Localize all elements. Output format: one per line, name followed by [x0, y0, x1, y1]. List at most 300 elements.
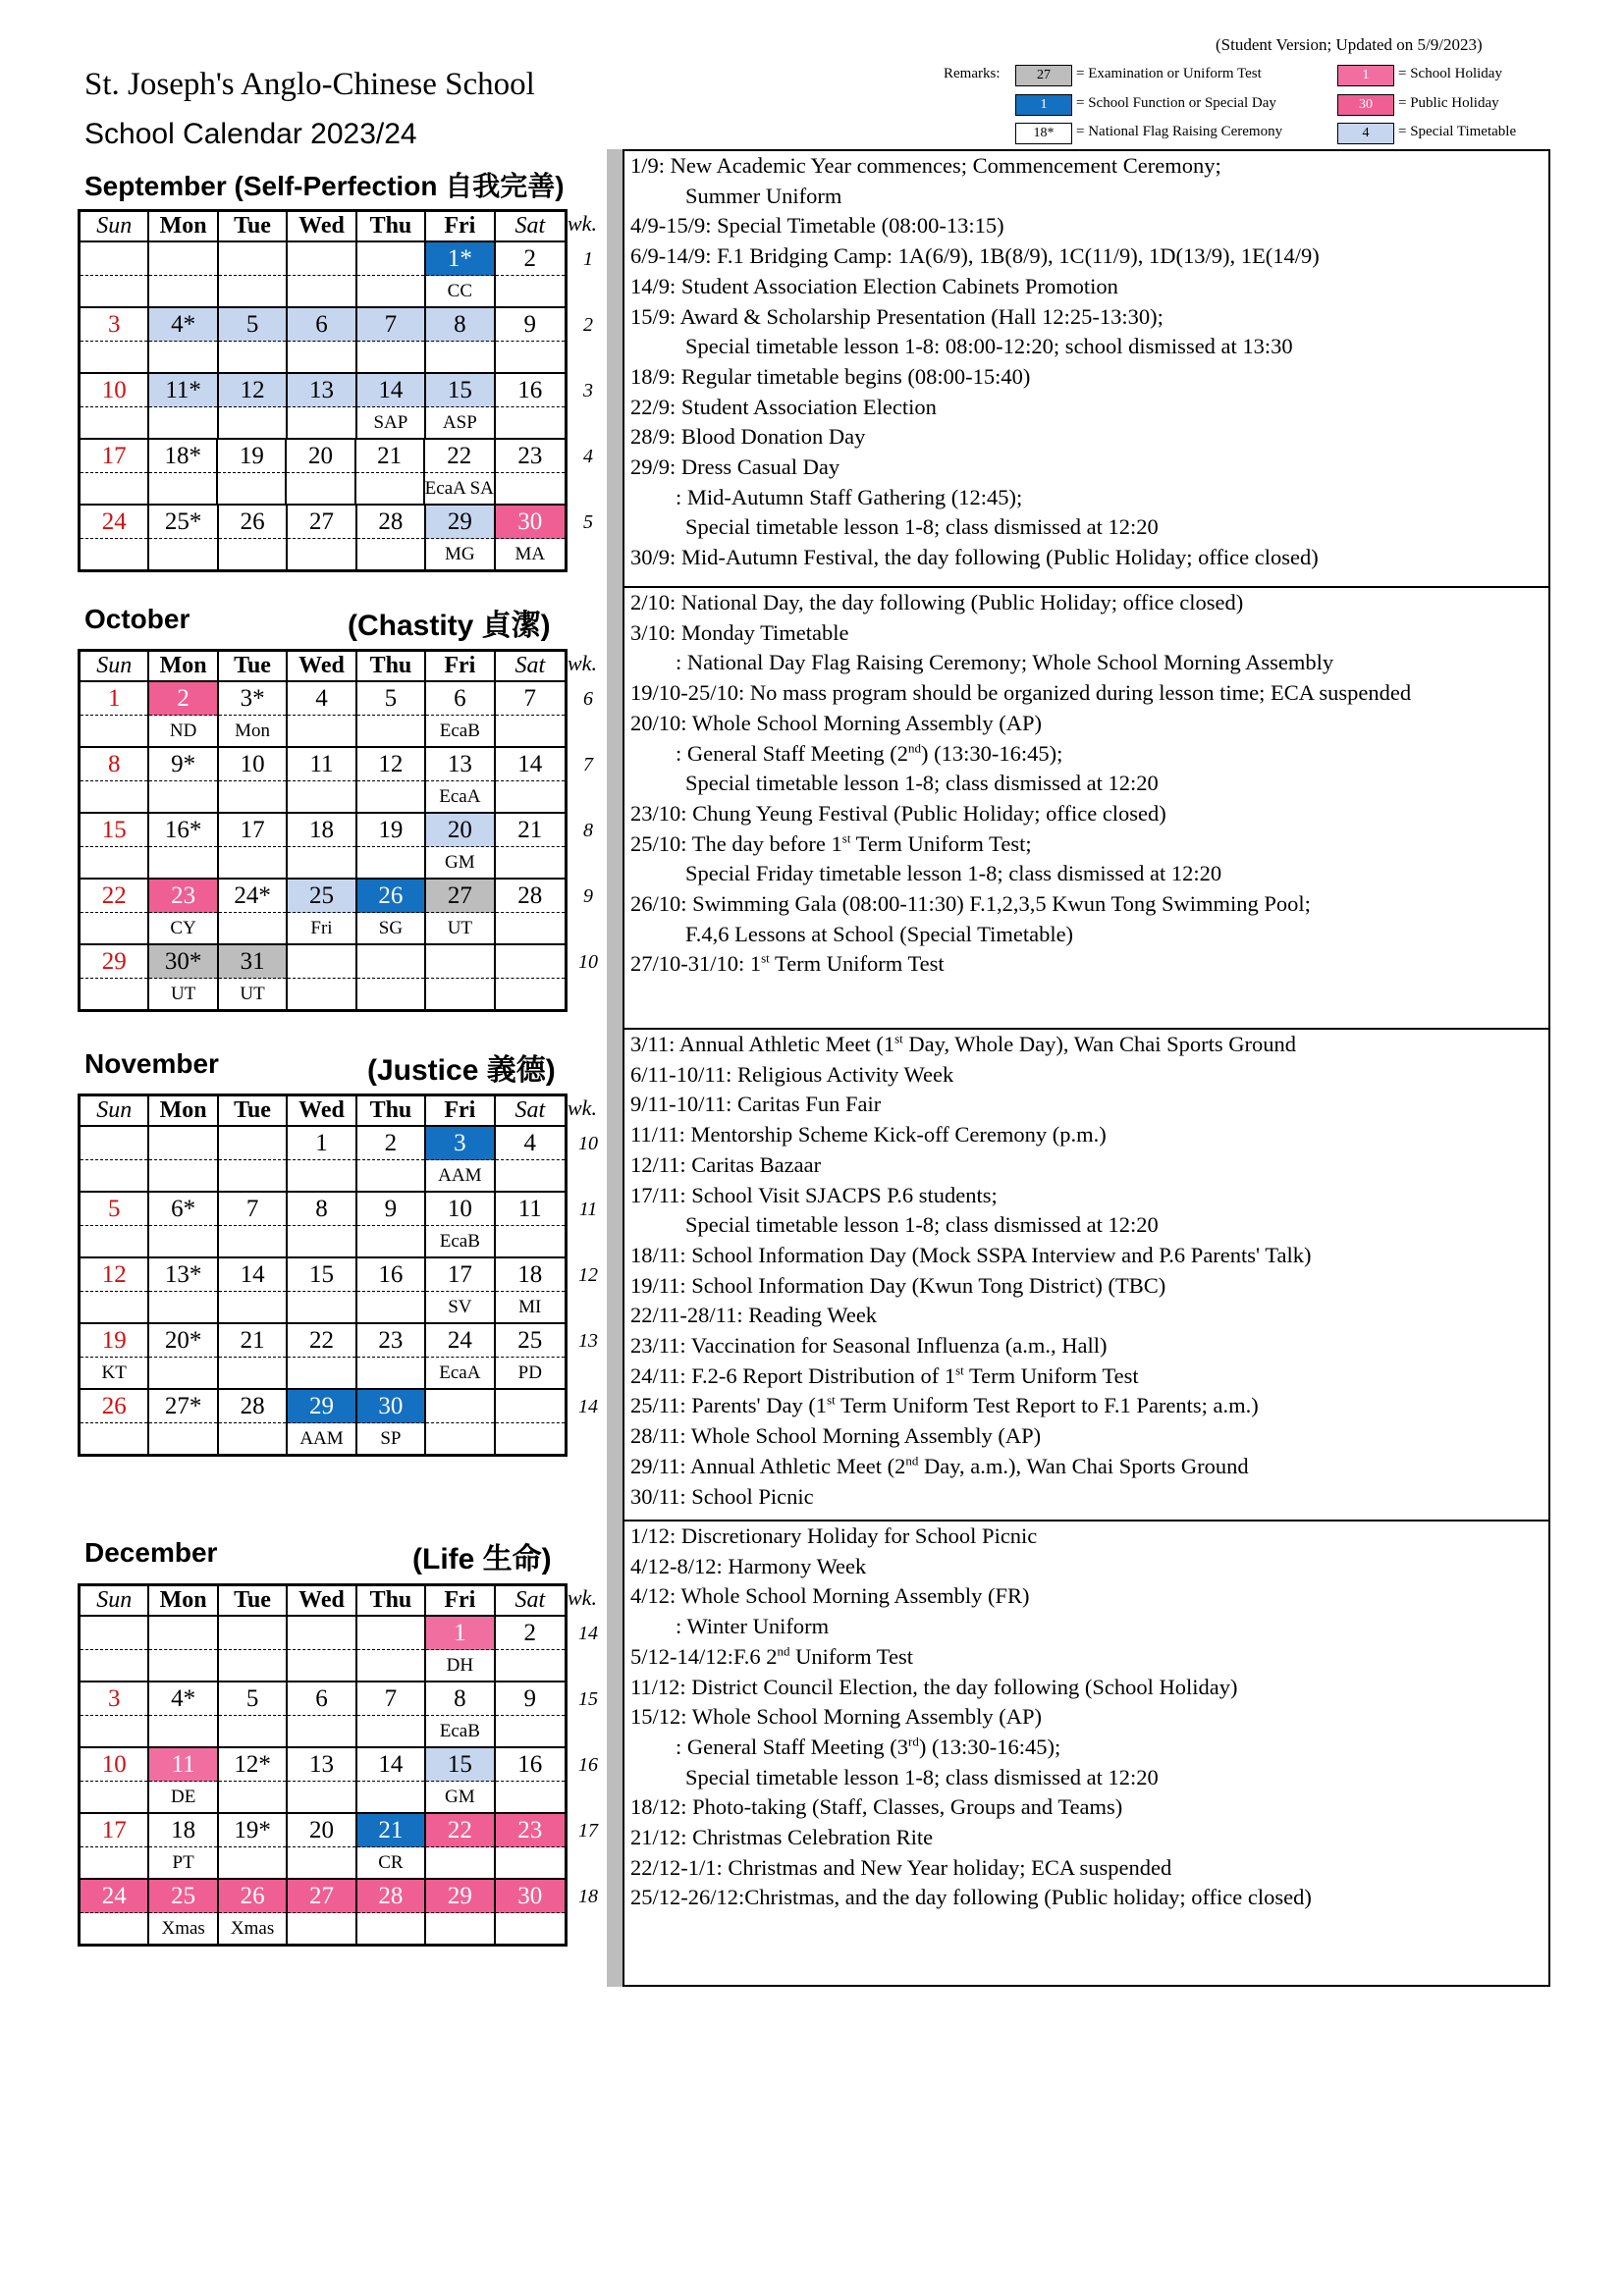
- day-cell: [288, 1880, 356, 1944]
- day-cell: [218, 440, 287, 504]
- event-line: : National Day Flag Raising Ceremony; Whole School Morning Assembly: [676, 650, 1334, 675]
- week-row: [81, 1390, 565, 1454]
- day-number: 24: [426, 1324, 493, 1358]
- day-cell: [496, 1682, 565, 1746]
- day-number: [357, 242, 424, 276]
- day-cell: [426, 1390, 495, 1454]
- day-number: 9: [496, 308, 565, 342]
- day-cell: [81, 1390, 149, 1454]
- week-label: wk.: [568, 1585, 597, 1610]
- day-number: [81, 242, 147, 276]
- day-cell: [219, 1617, 288, 1681]
- day-cell: [81, 308, 149, 372]
- day-note: [496, 1226, 565, 1256]
- calendar-title: School Calendar 2023/24: [84, 118, 417, 150]
- day-cell: [288, 1682, 356, 1746]
- day-number: 28: [357, 506, 424, 539]
- day-cell: [149, 1617, 218, 1681]
- event-line: 3/11: Annual Athletic Meet (1st Day, Whole Day), Wan Chai Sports Ground: [630, 1031, 1297, 1056]
- day-note: EcaA: [439, 786, 481, 807]
- day-cell: [426, 1193, 495, 1256]
- day-number: 20: [288, 1814, 354, 1847]
- day-number: 20*: [149, 1324, 216, 1358]
- legend-exam-swatch: 27: [1015, 65, 1072, 86]
- day-cell: [357, 1814, 426, 1878]
- day-cell: [496, 748, 565, 812]
- day-number: 8: [81, 748, 147, 781]
- week-number: 17: [578, 1820, 598, 1842]
- day-cell: [357, 308, 426, 372]
- day-number: 25*: [149, 506, 216, 539]
- day-cell: [496, 1814, 565, 1878]
- day-cell: [357, 748, 426, 812]
- day-number: 14: [357, 1748, 424, 1782]
- event-line: 30/11: School Picnic: [630, 1483, 814, 1509]
- day-number: [426, 945, 493, 979]
- day-cell: [357, 1617, 426, 1681]
- day-number: 7: [219, 1193, 286, 1226]
- weekday-thu: Thu: [357, 652, 426, 680]
- day-number: 16*: [149, 814, 216, 847]
- week-row: [81, 1193, 565, 1258]
- day-number: 14: [357, 374, 424, 407]
- day-note: [219, 1782, 286, 1812]
- event-line: 19/10-25/10: No mass program should be organized during lesson time; ECA suspended: [630, 680, 1412, 706]
- day-number: 3: [81, 1682, 147, 1716]
- week-number: 2: [583, 314, 593, 336]
- day-number: 24: [81, 1880, 147, 1913]
- day-cell: [219, 1258, 288, 1322]
- day-note: [496, 276, 565, 306]
- day-number: 30*: [149, 945, 216, 979]
- day-note: [81, 1913, 147, 1944]
- day-note: PD: [517, 1362, 542, 1383]
- day-number: [426, 1390, 493, 1423]
- day-note: [288, 1292, 354, 1322]
- weekday-sun: Sun: [81, 652, 149, 680]
- weekday-fri: Fri: [426, 1586, 495, 1615]
- weekday-wed: Wed: [288, 652, 356, 680]
- version-note: (Student Version; Updated on 5/9/2023): [1216, 35, 1483, 54]
- day-cell: [149, 1324, 218, 1388]
- weekday-mon: Mon: [149, 1586, 218, 1615]
- day-cell: [288, 1193, 356, 1256]
- day-cell: [81, 1814, 149, 1878]
- day-number: 27: [426, 880, 493, 913]
- day-note: [496, 1650, 565, 1681]
- day-note: [287, 473, 353, 504]
- event-line: 15/12: Whole School Morning Assembly (AP): [630, 1704, 1042, 1730]
- event-line: Special timetable lesson 1-8; class dismissed at 12:20: [685, 1212, 1159, 1238]
- weekday-sat: Sat: [514, 653, 546, 678]
- day-note: [149, 1358, 216, 1388]
- day-cell: [496, 242, 565, 306]
- week-row: [81, 1617, 565, 1682]
- day-number: 13: [288, 1748, 354, 1782]
- day-number: 18: [288, 814, 354, 847]
- day-number: 5: [219, 308, 286, 342]
- day-note: CY: [170, 918, 196, 938]
- day-number: 20: [287, 440, 353, 473]
- event-line: 6/11-10/11: Religious Activity Week: [630, 1061, 954, 1087]
- day-note: [288, 1650, 354, 1681]
- day-cell: [149, 1258, 218, 1322]
- day-cell: [81, 506, 149, 569]
- event-line: 25/12-26/12:Christmas, and the day following (Public holiday; office closed): [630, 1885, 1312, 1910]
- day-note: [496, 1913, 565, 1944]
- month-theme-october: (Chastity 貞潔): [348, 610, 551, 642]
- day-cell: [219, 1748, 288, 1812]
- day-number: 6: [288, 1682, 354, 1716]
- event-line: 11/12: District Council Election, the day following (School Holiday): [630, 1674, 1238, 1699]
- day-note: Xmas: [161, 1918, 205, 1939]
- day-cell: [149, 1748, 218, 1812]
- day-cell: [496, 682, 565, 746]
- day-cell: [149, 1814, 218, 1878]
- event-line: 15/9: Award & Scholarship Presentation (Hall 12:25-13:30);: [630, 303, 1164, 329]
- day-note: [496, 342, 565, 372]
- day-cell: [357, 1324, 426, 1388]
- day-number: 18*: [149, 440, 216, 473]
- day-number: 2: [496, 1617, 565, 1650]
- day-number: 15: [426, 1748, 493, 1782]
- day-note: [219, 1160, 286, 1191]
- event-line: 22/12-1/1: Christmas and New Year holiday; ECA suspended: [630, 1854, 1172, 1880]
- day-number: 8: [426, 308, 493, 342]
- day-number: 1: [81, 682, 147, 716]
- event-line: 23/10: Chung Yeung Festival (Public Holiday; office closed): [630, 800, 1166, 826]
- day-note: [149, 781, 216, 812]
- day-note: [357, 342, 424, 372]
- day-note: [496, 407, 565, 438]
- day-note: DH: [446, 1655, 474, 1676]
- day-cell: [426, 1748, 495, 1812]
- day-number: 29: [426, 1880, 493, 1913]
- day-note: UT: [447, 918, 473, 938]
- events-panel-november: [623, 1030, 1550, 1522]
- day-number: 24: [81, 506, 147, 539]
- day-number: 5: [357, 682, 424, 716]
- event-line: Summer Uniform: [685, 183, 842, 208]
- day-cell: [149, 1880, 218, 1944]
- day-note: Fri: [310, 918, 333, 938]
- day-number: 12*: [219, 1748, 286, 1782]
- day-cell: [288, 1814, 356, 1878]
- day-cell: [496, 1748, 565, 1812]
- event-line: 18/9: Regular timetable begins (08:00-15:40): [630, 363, 1031, 389]
- day-number: 19: [218, 440, 285, 473]
- day-number: 5: [219, 1682, 286, 1716]
- event-line: 22/9: Student Association Election: [630, 394, 937, 419]
- week-row: [81, 1814, 565, 1880]
- day-cell: [288, 748, 356, 812]
- event-line: 4/12-8/12: Harmony Week: [630, 1553, 867, 1578]
- day-number: 1: [288, 1127, 354, 1160]
- event-line: 19/11: School Information Day (Kwun Tong District) (TBC): [630, 1272, 1166, 1298]
- day-cell: [426, 880, 495, 943]
- day-note: [496, 979, 565, 1009]
- day-number: 4: [496, 1127, 565, 1160]
- week-row: [81, 374, 565, 440]
- day-note: [496, 1847, 565, 1878]
- day-note: [357, 1913, 424, 1944]
- day-number: 21: [496, 814, 565, 847]
- event-line: 3/10: Monday Timetable: [630, 619, 849, 645]
- day-number: 26: [357, 880, 424, 913]
- day-number: [288, 945, 354, 979]
- day-number: 11: [496, 1193, 565, 1226]
- day-cell: [288, 880, 356, 943]
- day-note: [81, 1847, 147, 1878]
- day-number: 9: [357, 1193, 424, 1226]
- day-cell: [81, 945, 149, 1009]
- day-cell: [357, 1748, 426, 1812]
- week-row: [81, 945, 565, 1009]
- day-cell: [288, 1127, 356, 1191]
- day-cell: [496, 1617, 565, 1681]
- day-note: [81, 1423, 147, 1454]
- day-number: 14: [496, 748, 565, 781]
- day-number: 15: [288, 1258, 354, 1292]
- day-cell: [81, 682, 149, 746]
- day-number: 23: [496, 1814, 565, 1847]
- school-name: St. Joseph's Anglo-Chinese School: [84, 67, 535, 102]
- day-note: ND: [169, 721, 197, 741]
- day-note: [288, 1160, 354, 1191]
- weekday-wed: Wed: [288, 1586, 356, 1615]
- day-number: 4*: [149, 308, 216, 342]
- day-note: [288, 716, 354, 746]
- day-cell: [288, 945, 356, 1009]
- event-line: 22/11-28/11: Reading Week: [630, 1303, 878, 1328]
- legend-public-holiday-swatch: 30: [1337, 94, 1394, 116]
- day-cell: [426, 1617, 495, 1681]
- week-row: [81, 1748, 565, 1814]
- day-number: [219, 242, 286, 276]
- day-number: 16: [496, 1748, 565, 1782]
- day-number: 31: [219, 945, 286, 979]
- day-note: [149, 1650, 216, 1681]
- day-number: 16: [357, 1258, 424, 1292]
- day-number: 24*: [219, 880, 286, 913]
- weekday-tue: Tue: [219, 212, 288, 240]
- day-cell: [149, 1682, 218, 1746]
- day-number: 22: [426, 1814, 493, 1847]
- day-note: [219, 913, 286, 943]
- day-number: 7: [496, 682, 565, 716]
- week-number: 9: [583, 885, 593, 907]
- month-theme-november: (Justice 義德): [367, 1054, 556, 1087]
- day-number: [81, 1617, 147, 1650]
- event-line: F.4,6 Lessons at School (Special Timetable): [685, 921, 1074, 946]
- day-cell: [496, 1127, 565, 1191]
- day-number: 6: [426, 682, 493, 716]
- event-line: 1/9: New Academic Year commences; Commencement Ceremony;: [630, 153, 1221, 178]
- day-cell: [496, 506, 565, 569]
- day-cell: [219, 242, 288, 306]
- day-note: [219, 1650, 286, 1681]
- day-cell: [426, 1682, 495, 1746]
- week-number: 14: [578, 1623, 598, 1644]
- week-row: [81, 1127, 565, 1193]
- day-cell: [357, 1193, 426, 1256]
- day-cell: [149, 1127, 218, 1191]
- day-cell: [219, 748, 288, 812]
- day-note: [288, 781, 354, 812]
- week-label: wk.: [568, 211, 597, 236]
- day-note: [496, 913, 565, 943]
- day-cell: [288, 1617, 356, 1681]
- day-number: 18: [149, 1814, 216, 1847]
- day-cell: [496, 440, 565, 504]
- calendar-grid-september: [78, 209, 568, 572]
- day-note: MA: [514, 544, 546, 564]
- day-cell: [496, 1390, 565, 1454]
- week-row: [81, 748, 565, 814]
- day-cell: [496, 880, 565, 943]
- day-number: 29: [81, 945, 147, 979]
- events-panel-october: [623, 588, 1550, 1030]
- day-cell: [81, 1127, 149, 1191]
- weekday-header: [81, 1096, 565, 1127]
- day-cell: [81, 1880, 149, 1944]
- day-cell: [426, 308, 495, 372]
- day-note: [288, 1716, 354, 1746]
- weekday-tue: Tue: [219, 652, 288, 680]
- day-number: 22: [81, 880, 147, 913]
- event-line: 29/11: Annual Athletic Meet (2nd Day, a.m.), Wan Chai Sports Ground: [630, 1453, 1249, 1478]
- day-cell: [219, 1682, 288, 1746]
- day-number: [288, 1617, 354, 1650]
- day-number: 1*: [426, 242, 493, 276]
- day-number: 10: [426, 1193, 493, 1226]
- day-note: KT: [101, 1362, 127, 1383]
- day-number: [149, 242, 216, 276]
- event-line: Special timetable lesson 1-8; class dismissed at 12:20: [685, 514, 1159, 540]
- event-line: 1/12: Discretionary Holiday for School Picnic: [630, 1523, 1038, 1548]
- day-cell: [219, 880, 288, 943]
- week-number: 15: [578, 1688, 598, 1710]
- day-cell: [219, 945, 288, 1009]
- day-number: 3*: [219, 682, 286, 716]
- week-number: 10: [578, 1133, 598, 1154]
- day-number: 10: [81, 374, 147, 407]
- day-note: UT: [170, 984, 196, 1004]
- day-note: AAM: [299, 1428, 344, 1449]
- weekday-sat: Sat: [514, 1587, 546, 1613]
- day-cell: [357, 1258, 426, 1322]
- day-note: [288, 1226, 354, 1256]
- day-cell: [426, 682, 495, 746]
- day-note: [81, 781, 147, 812]
- day-note: [219, 847, 286, 878]
- day-cell: [219, 814, 288, 878]
- day-note: EcaB: [439, 1721, 480, 1741]
- event-line: 29/9: Dress Casual Day: [630, 454, 840, 480]
- week-row: [81, 1880, 565, 1944]
- remarks-label: Remarks:: [944, 66, 1001, 81]
- day-note: [219, 1292, 286, 1322]
- day-number: 2: [357, 1127, 424, 1160]
- day-note: [496, 473, 565, 504]
- day-note: CR: [378, 1852, 404, 1873]
- week-number: 13: [578, 1330, 598, 1352]
- weekday-fri: Fri: [426, 1096, 495, 1125]
- day-note: [357, 979, 424, 1009]
- week-number: 8: [583, 820, 593, 841]
- day-cell: [496, 1193, 565, 1256]
- legend-school-holiday-label: = School Holiday: [1398, 66, 1502, 81]
- day-cell: [496, 945, 565, 1009]
- day-number: 11: [149, 1748, 216, 1782]
- day-note: [357, 1716, 424, 1746]
- event-line: 27/10-31/10: 1st Term Uniform Test: [630, 950, 945, 977]
- day-note: [149, 1716, 216, 1746]
- day-note: [288, 407, 354, 438]
- day-cell: [288, 1748, 356, 1812]
- day-note: AAM: [438, 1165, 482, 1186]
- day-cell: [149, 1390, 218, 1454]
- day-note: [149, 847, 216, 878]
- day-number: 10: [219, 748, 286, 781]
- day-number: 20: [426, 814, 493, 847]
- week-row: [81, 308, 565, 374]
- events-panel-september: [623, 149, 1550, 588]
- day-number: 17: [426, 1258, 493, 1292]
- day-note: [288, 847, 354, 878]
- day-number: 22: [425, 440, 494, 473]
- day-number: 6: [288, 308, 354, 342]
- event-line: Special timetable lesson 1-8; class dismissed at 12:20: [685, 1764, 1159, 1789]
- day-cell: [219, 1324, 288, 1388]
- day-note: [219, 1423, 286, 1454]
- event-line: 28/11: Whole School Morning Assembly (AP): [630, 1423, 1042, 1449]
- day-note: [496, 716, 565, 746]
- event-line: Special Friday timetable lesson 1-8; class dismissed at 12:20: [685, 861, 1222, 886]
- day-cell: [81, 814, 149, 878]
- day-note: [219, 1358, 286, 1388]
- day-number: [219, 1127, 286, 1160]
- weekday-thu: Thu: [357, 1586, 426, 1615]
- day-cell: [149, 945, 218, 1009]
- day-number: 4: [288, 682, 354, 716]
- day-cell: [149, 440, 218, 504]
- weekday-thu: Thu: [357, 1096, 426, 1125]
- day-number: 22: [288, 1324, 354, 1358]
- day-number: 30: [357, 1390, 424, 1423]
- day-number: 13*: [149, 1258, 216, 1292]
- day-note: [288, 342, 354, 372]
- week-number: 11: [578, 1199, 598, 1220]
- event-line: Special timetable lesson 1-8; class dismissed at 12:20: [685, 771, 1159, 796]
- weekday-wed: Wed: [288, 1096, 356, 1125]
- day-number: 25: [496, 1324, 565, 1358]
- day-note: PT: [172, 1852, 194, 1873]
- day-note: [426, 1847, 493, 1878]
- weekday-sun: Sun: [81, 212, 149, 240]
- legend-flag-swatch: 18*: [1015, 123, 1072, 144]
- day-number: 18: [496, 1258, 565, 1292]
- day-note: [219, 276, 286, 306]
- month-title-september: September (Self-Perfection 自我完善): [84, 171, 565, 201]
- event-line: 28/9: Blood Donation Day: [630, 424, 866, 450]
- day-note: [149, 473, 216, 504]
- legend-function-swatch: 1: [1015, 94, 1072, 116]
- day-number: 26: [81, 1390, 147, 1423]
- day-number: 26: [219, 506, 286, 539]
- event-line: 25/10: The day before 1st Term Uniform Test;: [630, 830, 1032, 856]
- legend-public-holiday-label: = Public Holiday: [1398, 95, 1499, 111]
